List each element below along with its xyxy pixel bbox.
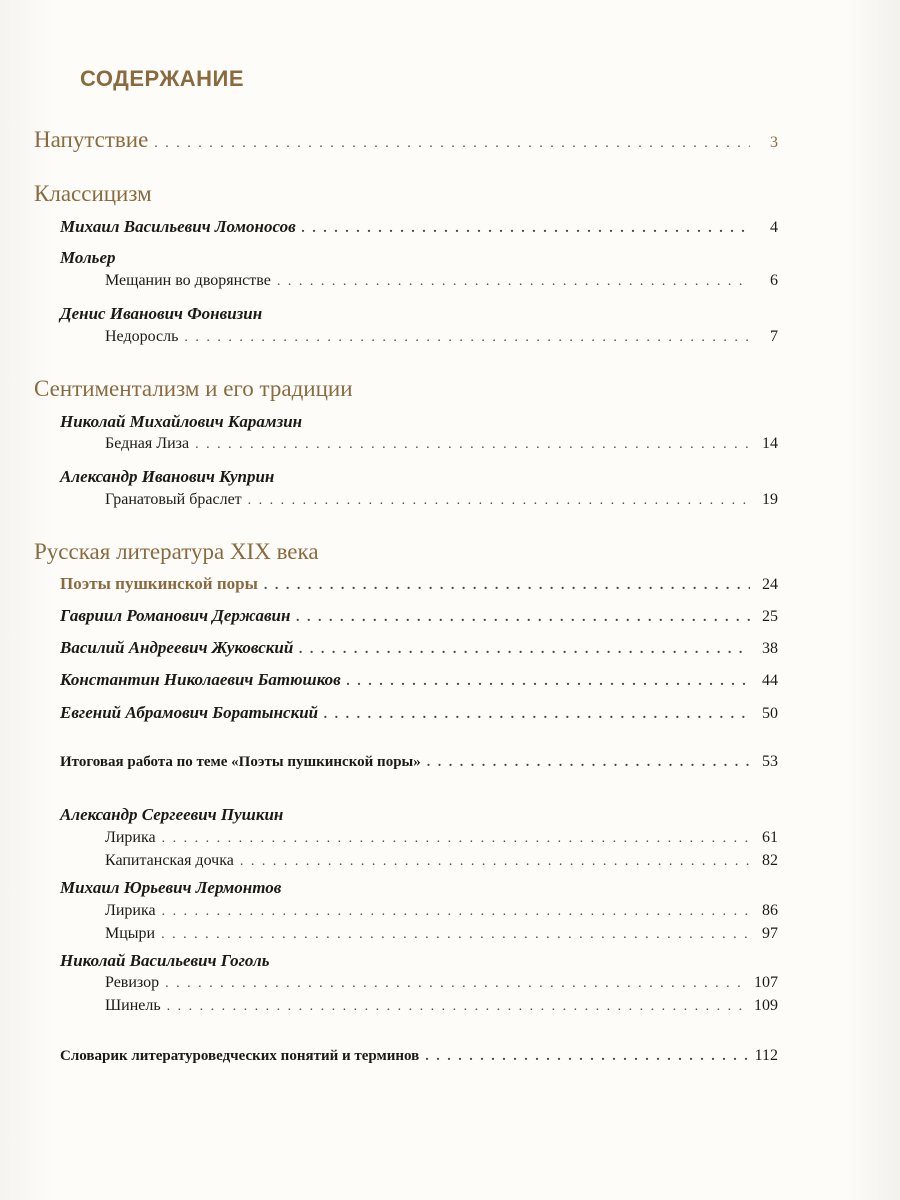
toc-author-pushkin: Александр Сергеевич Пушкин: [60, 805, 284, 824]
dot-leader: [277, 274, 750, 290]
page-title: СОДЕРЖАНИЕ: [80, 66, 245, 91]
toc-entry-bednaya-liza[interactable]: [105, 435, 778, 453]
toc-entry-final-work[interactable]: [60, 753, 778, 771]
toc-entry-zhukovsky[interactable]: [60, 638, 778, 658]
toc-entry-revizor[interactable]: [105, 974, 778, 992]
dot-leader: [195, 437, 750, 453]
toc-entry-poets[interactable]: [60, 574, 778, 594]
toc-author-karamzin: Николай Михайлович Карамзин: [60, 412, 303, 431]
toc-entry-pushkin-lirika[interactable]: [105, 829, 778, 847]
toc-page-number: 86: [762, 902, 778, 919]
toc-entry-nedorosl[interactable]: [105, 328, 778, 346]
dot-leader: [154, 136, 750, 152]
toc-entry-kapitanskaya-dochka[interactable]: [105, 852, 778, 870]
toc-work-title: Лирика: [105, 902, 156, 919]
toc-entry-granatovy-braslet[interactable]: [105, 491, 778, 509]
dot-leader: [167, 999, 748, 1015]
dot-leader: [162, 904, 750, 920]
toc-work-title: Ревизор: [105, 974, 160, 991]
toc-author-gogol: Николай Васильевич Гоголь: [60, 951, 270, 970]
dot-leader: [324, 707, 750, 723]
dot-leader: [299, 642, 750, 658]
toc-page-number: 38: [762, 640, 778, 657]
toc-author: Евгений Абрамович Боратынский: [60, 703, 319, 722]
toc-author-moliere: Мольер: [60, 248, 116, 267]
dot-leader: [162, 831, 750, 847]
toc-page-number: 25: [762, 608, 778, 625]
toc-work-title: Бедная Лиза: [105, 435, 190, 452]
toc-entry-intro[interactable]: [34, 127, 778, 153]
toc-entry-meshchanin[interactable]: [105, 272, 778, 290]
dot-leader: [264, 578, 750, 594]
toc-page-number: 4: [770, 219, 778, 236]
dot-leader: [427, 755, 750, 771]
toc-work-title: Недоросль: [105, 328, 179, 345]
section-title-sentimentalism: Сентиментализм и его традиции: [34, 376, 353, 401]
toc-page-number: 44: [762, 672, 778, 689]
dot-leader: [425, 1049, 748, 1065]
toc-author: Михаил Васильевич Ломоносов: [60, 217, 296, 236]
toc-entry-batyushkov[interactable]: [60, 670, 778, 690]
toc-entry-derzhavin[interactable]: [60, 606, 778, 626]
toc-entry-mtsyri[interactable]: [105, 925, 778, 943]
toc-work-title: Капитанская дочка: [105, 852, 234, 869]
toc-page-number: 53: [762, 753, 778, 770]
dot-leader: [165, 976, 748, 992]
toc-page-number: 7: [770, 328, 778, 345]
toc-page-number: 3: [770, 134, 778, 151]
section-title-classicism: Классицизм: [34, 181, 152, 206]
toc-page-number: 109: [754, 997, 778, 1014]
toc-page-number: 14: [762, 435, 778, 452]
toc-author: Василий Андреевич Жуковский: [60, 638, 294, 657]
toc-entry-baratynsky[interactable]: [60, 703, 778, 723]
dot-leader: [296, 610, 750, 626]
dot-leader: [161, 927, 750, 943]
dot-leader: [248, 493, 750, 509]
toc-entry-lermontov-lirika[interactable]: [105, 902, 778, 920]
toc-page-number: 24: [762, 576, 778, 593]
dot-leader: [347, 674, 750, 690]
toc-subsection-title: Поэты пушкинской поры: [60, 574, 258, 593]
toc-author-kuprin: Александр Иванович Куприн: [60, 467, 275, 486]
toc-entry-glossary[interactable]: [60, 1047, 778, 1065]
toc-entry-lomonosov[interactable]: [60, 217, 778, 237]
toc-author: Гавриил Романович Державин: [60, 606, 291, 625]
toc-page-number: 112: [754, 1047, 778, 1064]
toc-entry-title: Напутствие: [34, 127, 149, 152]
toc-work-title: Мещанин во дворянстве: [105, 272, 271, 289]
toc-page-number: 82: [762, 852, 778, 869]
toc-entry-title: Итоговая работа по теме «Поэты пушкинской поры»: [60, 754, 421, 770]
toc-author-fonvizin: Денис Иванович Фонвизин: [60, 304, 263, 323]
toc-work-title: Шинель: [105, 997, 161, 1014]
dot-leader: [302, 221, 750, 237]
toc-page-number: 6: [770, 272, 778, 289]
toc-entry-title: Словарик литературоведческих понятий и терминов: [60, 1048, 420, 1064]
toc-work-title: Лирика: [105, 829, 156, 846]
toc-work-title: Мцыри: [105, 925, 156, 942]
dot-leader: [240, 854, 750, 870]
toc-page-number: 19: [762, 491, 778, 508]
toc-page-number: 107: [754, 974, 778, 991]
section-title-xix: Русская литература XIX века: [34, 539, 319, 564]
toc-author-lermontov: Михаил Юрьевич Лермонтов: [60, 878, 282, 897]
toc-page-number: 61: [762, 829, 778, 846]
toc-author: Константин Николаевич Батюшков: [60, 670, 341, 689]
toc-work-title: Гранатовый браслет: [105, 491, 242, 508]
toc-page-number: 50: [762, 705, 778, 722]
toc-entry-shinel[interactable]: [105, 997, 778, 1015]
toc-page-number: 97: [762, 925, 778, 942]
dot-leader: [184, 330, 750, 346]
